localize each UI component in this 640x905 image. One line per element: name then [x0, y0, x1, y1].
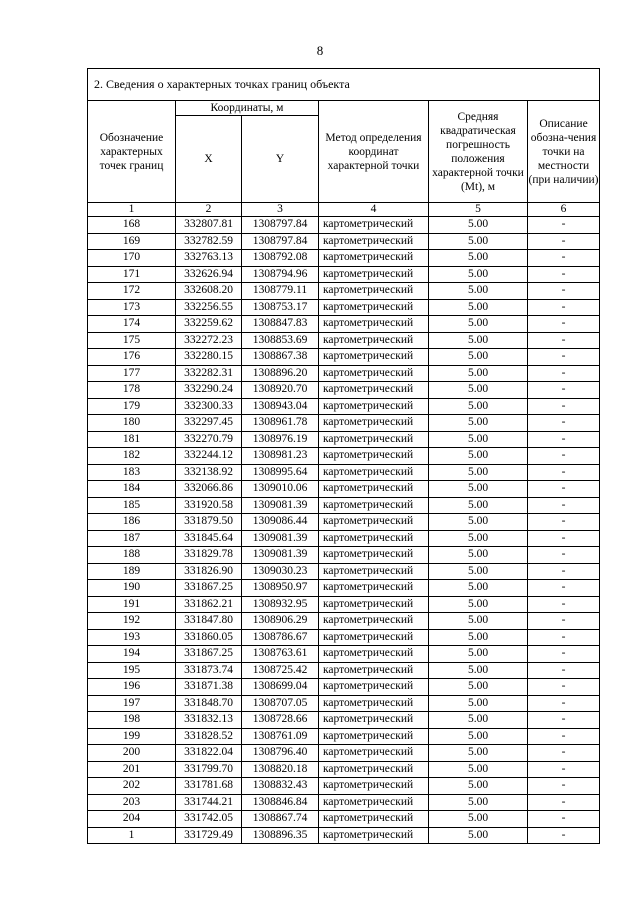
coord-y-cell: 1308896.20	[242, 365, 319, 382]
point-id-cell: 173	[88, 299, 176, 316]
coord-x-cell: 331879.50	[176, 514, 242, 531]
table-row	[88, 580, 600, 597]
mean-error-cell: 5.00	[429, 580, 528, 597]
method-cell: картометрический	[319, 250, 429, 267]
method-cell: картометрический	[319, 464, 429, 481]
method-cell: картометрический	[319, 811, 429, 828]
coord-x-cell: 331848.70	[176, 695, 242, 712]
coord-x-cell: 332290.24	[176, 382, 242, 399]
point-id-cell: 199	[88, 728, 176, 745]
point-id-cell: 191	[88, 596, 176, 613]
description-cell: -	[528, 316, 600, 333]
point-id-cell: 183	[88, 464, 176, 481]
table-row	[88, 299, 600, 316]
method-cell: картометрический	[319, 431, 429, 448]
method-cell: картометрический	[319, 448, 429, 465]
coord-x-cell: 331845.64	[176, 530, 242, 547]
coord-x-cell: 331826.90	[176, 563, 242, 580]
coord-x-cell: 331781.68	[176, 778, 242, 795]
mean-error-cell: 5.00	[429, 613, 528, 630]
coord-y-cell: 1308932.95	[242, 596, 319, 613]
point-id-cell: 192	[88, 613, 176, 630]
point-id-cell: 189	[88, 563, 176, 580]
table-row	[88, 629, 600, 646]
coord-x-cell: 331867.25	[176, 646, 242, 663]
coord-x-cell: 331829.78	[176, 547, 242, 564]
page-number: 8	[316, 43, 324, 58]
coord-x-cell: 332256.55	[176, 299, 242, 316]
header-error-text: Средняя квадратическая погрешность положения характерной точки (Mt), м	[432, 110, 524, 193]
coord-y-cell: 1308820.18	[242, 761, 319, 778]
description-cell: -	[528, 283, 600, 300]
point-id-cell: 177	[88, 365, 176, 382]
method-cell: картометрический	[319, 233, 429, 250]
table-row	[88, 662, 600, 679]
mean-error-cell: 5.00	[429, 283, 528, 300]
method-cell: картометрический	[319, 217, 429, 234]
point-id-cell: 204	[88, 811, 176, 828]
mean-error-cell: 5.00	[429, 778, 528, 795]
coord-y-cell: 1308920.70	[242, 382, 319, 399]
mean-error-cell: 5.00	[429, 514, 528, 531]
table-row	[88, 728, 600, 745]
method-cell: картометрический	[319, 662, 429, 679]
method-cell: картометрический	[319, 530, 429, 547]
coord-y-cell: 1308779.11	[242, 283, 319, 300]
coord-x-cell: 331822.04	[176, 745, 242, 762]
coord-x-cell: 332807.81	[176, 217, 242, 234]
mean-error-cell: 5.00	[429, 646, 528, 663]
coord-y-cell: 1308961.78	[242, 415, 319, 432]
coord-x-cell: 331862.21	[176, 596, 242, 613]
description-cell: -	[528, 250, 600, 267]
table-row	[88, 250, 600, 267]
header-description: Описание обозна-чения точки на местности (при наличии)	[528, 101, 600, 203]
table-row	[88, 761, 600, 778]
table-row	[88, 530, 600, 547]
point-id-cell: 195	[88, 662, 176, 679]
description-cell: -	[528, 745, 600, 762]
table-row	[88, 332, 600, 349]
description-cell: -	[528, 580, 600, 597]
method-cell: картометрический	[319, 547, 429, 564]
description-cell: -	[528, 712, 600, 729]
coord-y-cell: 1308797.84	[242, 217, 319, 234]
table-row	[88, 646, 600, 663]
method-cell: картометрический	[319, 266, 429, 283]
coord-x-cell: 331828.52	[176, 728, 242, 745]
coord-x-cell: 331920.58	[176, 497, 242, 514]
description-cell: -	[528, 679, 600, 696]
table-row	[88, 431, 600, 448]
table-row	[88, 712, 600, 729]
description-cell: -	[528, 794, 600, 811]
method-cell: картометрический	[319, 497, 429, 514]
table-row	[88, 448, 600, 465]
description-cell: -	[528, 662, 600, 679]
table-row	[88, 811, 600, 828]
mean-error-cell: 5.00	[429, 299, 528, 316]
point-id-cell: 198	[88, 712, 176, 729]
method-cell: картометрический	[319, 778, 429, 795]
mean-error-cell: 5.00	[429, 629, 528, 646]
description-cell: -	[528, 481, 600, 498]
coord-x-cell: 332763.13	[176, 250, 242, 267]
coord-y-cell: 1308853.69	[242, 332, 319, 349]
table-row	[88, 794, 600, 811]
table-row	[88, 695, 600, 712]
coord-x-cell: 332782.59	[176, 233, 242, 250]
point-id-cell: 174	[88, 316, 176, 333]
description-cell: -	[528, 530, 600, 547]
column-number: 3	[242, 203, 319, 217]
method-cell: картометрический	[319, 794, 429, 811]
mean-error-cell: 5.00	[429, 365, 528, 382]
coord-x-cell: 332300.33	[176, 398, 242, 415]
coord-y-cell: 1308832.43	[242, 778, 319, 795]
header-method: Метод определения координат характерной точки	[319, 101, 429, 203]
table-row	[88, 827, 600, 844]
description-cell: -	[528, 761, 600, 778]
table-row	[88, 283, 600, 300]
table-row	[88, 497, 600, 514]
point-id-cell: 201	[88, 761, 176, 778]
description-cell: -	[528, 266, 600, 283]
point-id-cell: 175	[88, 332, 176, 349]
coord-y-cell: 1308867.38	[242, 349, 319, 366]
description-cell: -	[528, 547, 600, 564]
coord-x-cell: 332138.92	[176, 464, 242, 481]
method-cell: картометрический	[319, 382, 429, 399]
description-cell: -	[528, 629, 600, 646]
point-id-cell: 179	[88, 398, 176, 415]
description-cell: -	[528, 415, 600, 432]
point-id-cell: 170	[88, 250, 176, 267]
description-cell: -	[528, 695, 600, 712]
description-cell: -	[528, 217, 600, 234]
coord-x-cell: 331744.21	[176, 794, 242, 811]
method-cell: картометрический	[319, 365, 429, 382]
table-row	[88, 481, 600, 498]
coord-y-cell: 1308976.19	[242, 431, 319, 448]
point-id-cell: 180	[88, 415, 176, 432]
method-cell: картометрический	[319, 563, 429, 580]
point-id-cell: 200	[88, 745, 176, 762]
coord-y-cell: 1308981.23	[242, 448, 319, 465]
coord-y-cell: 1308707.05	[242, 695, 319, 712]
description-cell: -	[528, 464, 600, 481]
point-id-cell: 185	[88, 497, 176, 514]
table-row	[88, 382, 600, 399]
table-row	[88, 398, 600, 415]
coord-y-cell: 1308763.61	[242, 646, 319, 663]
coord-x-cell: 331832.13	[176, 712, 242, 729]
point-id-cell: 188	[88, 547, 176, 564]
column-number: 1	[88, 203, 176, 217]
mean-error-cell: 5.00	[429, 431, 528, 448]
method-cell: картометрический	[319, 415, 429, 432]
coord-y-cell: 1308846.84	[242, 794, 319, 811]
header-point: Обозначение характерных точек границ	[88, 101, 176, 203]
table-row	[88, 563, 600, 580]
method-cell: картометрический	[319, 283, 429, 300]
coord-x-cell: 332272.23	[176, 332, 242, 349]
method-cell: картометрический	[319, 398, 429, 415]
point-id-cell: 168	[88, 217, 176, 234]
method-cell: картометрический	[319, 332, 429, 349]
coord-x-cell: 331742.05	[176, 811, 242, 828]
method-cell: картометрический	[319, 316, 429, 333]
description-cell: -	[528, 332, 600, 349]
method-cell: картометрический	[319, 514, 429, 531]
point-id-cell: 176	[88, 349, 176, 366]
table-row	[88, 365, 600, 382]
mean-error-cell: 5.00	[429, 712, 528, 729]
description-cell: -	[528, 448, 600, 465]
method-cell: картометрический	[319, 613, 429, 630]
coord-y-cell: 1308753.17	[242, 299, 319, 316]
method-cell: картометрический	[319, 761, 429, 778]
coord-x-cell: 332608.20	[176, 283, 242, 300]
coord-x-cell: 331867.25	[176, 580, 242, 597]
method-cell: картометрический	[319, 596, 429, 613]
method-cell: картометрический	[319, 481, 429, 498]
table-row	[88, 415, 600, 432]
coord-y-cell: 1308699.04	[242, 679, 319, 696]
point-id-cell: 193	[88, 629, 176, 646]
mean-error-cell: 5.00	[429, 415, 528, 432]
mean-error-cell: 5.00	[429, 530, 528, 547]
mean-error-cell: 5.00	[429, 695, 528, 712]
coord-y-cell: 1308950.97	[242, 580, 319, 597]
column-number: 6	[528, 203, 600, 217]
mean-error-cell: 5.00	[429, 233, 528, 250]
description-cell: -	[528, 299, 600, 316]
coord-x-cell: 332244.12	[176, 448, 242, 465]
description-cell: -	[528, 646, 600, 663]
mean-error-cell: 5.00	[429, 811, 528, 828]
point-id-cell: 181	[88, 431, 176, 448]
coord-x-cell: 331860.05	[176, 629, 242, 646]
coord-y-cell: 1308761.09	[242, 728, 319, 745]
header-error	[429, 101, 528, 203]
coord-y-cell: 1308896.35	[242, 827, 319, 844]
table-row	[88, 217, 600, 234]
method-cell: картометрический	[319, 827, 429, 844]
table-row	[88, 596, 600, 613]
description-cell: -	[528, 431, 600, 448]
coord-x-cell: 331729.49	[176, 827, 242, 844]
column-number: 2	[176, 203, 242, 217]
table-row	[88, 233, 600, 250]
coord-y-cell: 1308797.84	[242, 233, 319, 250]
header-y: Y	[242, 116, 319, 203]
point-id-cell: 187	[88, 530, 176, 547]
mean-error-cell: 5.00	[429, 398, 528, 415]
coord-y-cell: 1309086.44	[242, 514, 319, 531]
method-cell: картометрический	[319, 679, 429, 696]
description-cell: -	[528, 596, 600, 613]
coord-y-cell: 1308794.96	[242, 266, 319, 283]
method-cell: картометрический	[319, 299, 429, 316]
table-row	[88, 266, 600, 283]
mean-error-cell: 5.00	[429, 332, 528, 349]
coord-x-cell: 332282.31	[176, 365, 242, 382]
coord-y-cell: 1308867.74	[242, 811, 319, 828]
table-row	[88, 679, 600, 696]
point-id-cell: 184	[88, 481, 176, 498]
coord-y-cell: 1309081.39	[242, 530, 319, 547]
mean-error-cell: 5.00	[429, 448, 528, 465]
coord-x-cell: 331847.80	[176, 613, 242, 630]
method-cell: картометрический	[319, 712, 429, 729]
table-row	[88, 547, 600, 564]
mean-error-cell: 5.00	[429, 761, 528, 778]
mean-error-cell: 5.00	[429, 250, 528, 267]
boundary-points-table	[87, 68, 600, 844]
method-cell: картометрический	[319, 728, 429, 745]
coord-y-cell: 1308796.40	[242, 745, 319, 762]
method-cell: картометрический	[319, 695, 429, 712]
coord-y-cell: 1308906.29	[242, 613, 319, 630]
point-id-cell: 202	[88, 778, 176, 795]
table-row	[88, 778, 600, 795]
coord-y-cell: 1309010.06	[242, 481, 319, 498]
mean-error-cell: 5.00	[429, 217, 528, 234]
mean-error-cell: 5.00	[429, 596, 528, 613]
mean-error-cell: 5.00	[429, 563, 528, 580]
coord-y-cell: 1308728.66	[242, 712, 319, 729]
description-cell: -	[528, 365, 600, 382]
coord-y-cell: 1308847.83	[242, 316, 319, 333]
description-cell: -	[528, 497, 600, 514]
table-row	[88, 514, 600, 531]
mean-error-cell: 5.00	[429, 745, 528, 762]
coord-y-cell: 1308943.04	[242, 398, 319, 415]
mean-error-cell: 5.00	[429, 382, 528, 399]
point-id-cell: 203	[88, 794, 176, 811]
point-id-cell: 169	[88, 233, 176, 250]
table-row	[88, 745, 600, 762]
coord-x-cell: 332270.79	[176, 431, 242, 448]
mean-error-cell: 5.00	[429, 662, 528, 679]
coord-y-cell: 1308995.64	[242, 464, 319, 481]
point-id-cell: 197	[88, 695, 176, 712]
coord-y-cell: 1309081.39	[242, 497, 319, 514]
point-id-cell: 182	[88, 448, 176, 465]
coord-x-cell: 331871.38	[176, 679, 242, 696]
coord-y-cell: 1308786.67	[242, 629, 319, 646]
method-cell: картометрический	[319, 349, 429, 366]
mean-error-cell: 5.00	[429, 827, 528, 844]
header-x: X	[176, 116, 242, 203]
description-cell: -	[528, 778, 600, 795]
point-id-cell: 178	[88, 382, 176, 399]
description-cell: -	[528, 398, 600, 415]
section-title: 2. Сведения о характерных точках границ объекта	[88, 69, 600, 101]
mean-error-cell: 5.00	[429, 349, 528, 366]
description-cell: -	[528, 728, 600, 745]
description-cell: -	[528, 349, 600, 366]
mean-error-cell: 5.00	[429, 464, 528, 481]
method-cell: картометрический	[319, 745, 429, 762]
point-id-cell: 171	[88, 266, 176, 283]
coord-x-cell: 332066.86	[176, 481, 242, 498]
mean-error-cell: 5.00	[429, 266, 528, 283]
coord-x-cell: 332626.94	[176, 266, 242, 283]
mean-error-cell: 5.00	[429, 316, 528, 333]
coord-y-cell: 1309081.39	[242, 547, 319, 564]
description-cell: -	[528, 563, 600, 580]
table-row	[88, 613, 600, 630]
coord-y-cell: 1309030.23	[242, 563, 319, 580]
table-row	[88, 316, 600, 333]
point-id-cell: 186	[88, 514, 176, 531]
column-number: 5	[429, 203, 528, 217]
description-cell: -	[528, 233, 600, 250]
mean-error-cell: 5.00	[429, 547, 528, 564]
coord-x-cell: 332259.62	[176, 316, 242, 333]
description-cell: -	[528, 827, 600, 844]
description-cell: -	[528, 382, 600, 399]
coord-x-cell: 331873.74	[176, 662, 242, 679]
point-id-cell: 194	[88, 646, 176, 663]
table-body	[88, 217, 600, 844]
description-cell: -	[528, 613, 600, 630]
coord-x-cell: 332297.45	[176, 415, 242, 432]
coord-y-cell: 1308725.42	[242, 662, 319, 679]
mean-error-cell: 5.00	[429, 728, 528, 745]
table-row	[88, 349, 600, 366]
method-cell: картометрический	[319, 580, 429, 597]
description-cell: -	[528, 811, 600, 828]
point-id-cell: 196	[88, 679, 176, 696]
coord-x-cell: 332280.15	[176, 349, 242, 366]
coord-y-cell: 1308792.08	[242, 250, 319, 267]
table-row	[88, 464, 600, 481]
mean-error-cell: 5.00	[429, 497, 528, 514]
description-cell: -	[528, 514, 600, 531]
point-id-cell: 1	[88, 827, 176, 844]
point-id-cell: 190	[88, 580, 176, 597]
mean-error-cell: 5.00	[429, 481, 528, 498]
header-coordinates: Координаты, м	[176, 101, 319, 116]
method-cell: картометрический	[319, 629, 429, 646]
mean-error-cell: 5.00	[429, 679, 528, 696]
mean-error-cell: 5.00	[429, 794, 528, 811]
coord-x-cell: 331799.70	[176, 761, 242, 778]
column-number: 4	[319, 203, 429, 217]
point-id-cell: 172	[88, 283, 176, 300]
method-cell: картометрический	[319, 646, 429, 663]
